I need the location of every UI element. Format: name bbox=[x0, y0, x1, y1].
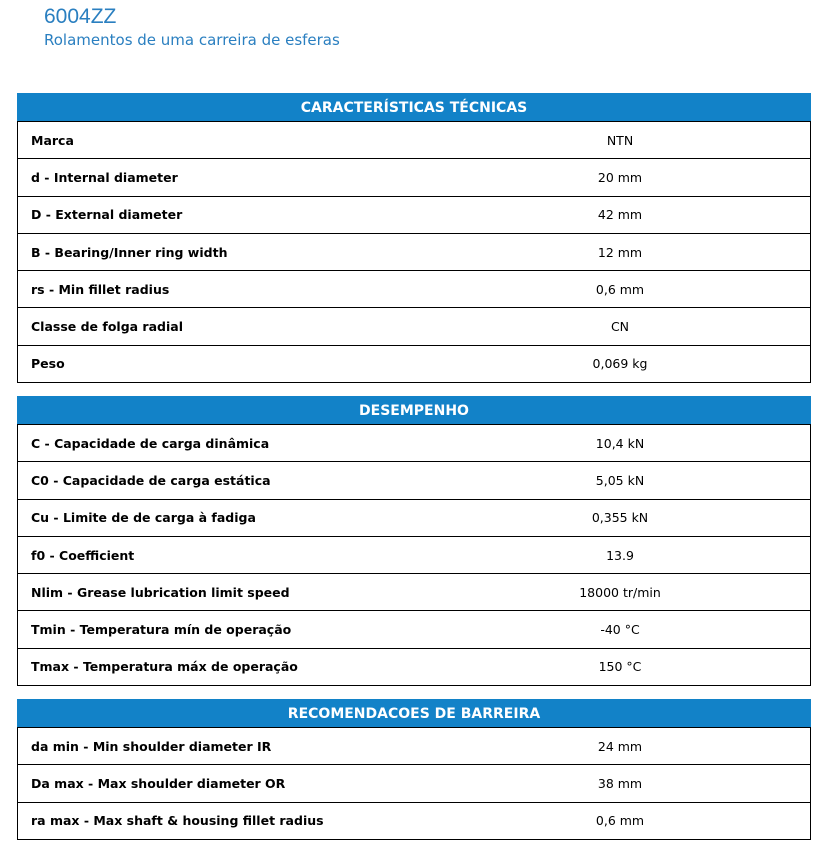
product-subtitle: Rolamentos de uma carreira de esferas bbox=[44, 31, 340, 49]
table-row bbox=[18, 610, 810, 647]
row-label: C0 - Capacidade de carga estática bbox=[31, 472, 271, 488]
product-title: 6004ZZ bbox=[44, 5, 117, 28]
section-body bbox=[17, 121, 811, 383]
row-label: Nlim - Grease lubrication limit speed bbox=[31, 584, 290, 600]
table-row bbox=[18, 307, 810, 344]
row-label: Peso bbox=[31, 356, 65, 372]
row-value: 10,4 kN bbox=[595, 435, 645, 451]
technical-characteristics-table bbox=[17, 93, 811, 383]
row-label: da min - Min shoulder diameter IR bbox=[31, 738, 272, 754]
row-value: 18000 tr/min bbox=[579, 584, 661, 600]
barrier-recommendations-table bbox=[17, 699, 811, 840]
table-row bbox=[18, 727, 810, 764]
row-label: Tmin - Temperatura mín de operação bbox=[31, 622, 292, 638]
row-label: f0 - Coefficient bbox=[31, 547, 135, 563]
row-value: 20 mm bbox=[597, 169, 643, 185]
row-value: 0,069 kg bbox=[592, 356, 648, 372]
table-row bbox=[18, 648, 810, 685]
table-row bbox=[18, 424, 810, 461]
table-row bbox=[18, 461, 810, 498]
row-label: D - External diameter bbox=[31, 207, 183, 223]
section-body bbox=[17, 424, 811, 686]
row-value: 0,355 kN bbox=[591, 510, 649, 526]
table-row bbox=[18, 158, 810, 195]
table-row bbox=[18, 345, 810, 382]
row-label: Cu - Limite de de carga à fadiga bbox=[31, 510, 256, 526]
row-value: 5,05 kN bbox=[595, 472, 645, 488]
table-row bbox=[18, 764, 810, 801]
row-label: Da max - Max shoulder diameter OR bbox=[31, 775, 286, 791]
row-value: 24 mm bbox=[597, 738, 643, 754]
row-value: NTN bbox=[606, 132, 634, 148]
row-value: 150 °C bbox=[598, 659, 642, 675]
row-label: Tmax - Temperatura máx de operação bbox=[31, 659, 298, 675]
row-label: ra max - Max shaft & housing fillet radius bbox=[31, 813, 324, 829]
row-label: B - Bearing/Inner ring width bbox=[31, 244, 228, 260]
row-value: -40 °C bbox=[600, 622, 640, 638]
table-row bbox=[18, 196, 810, 233]
row-value: 42 mm bbox=[597, 207, 643, 223]
table-row bbox=[18, 499, 810, 536]
row-value: 0,6 mm bbox=[595, 281, 645, 297]
table-row bbox=[18, 802, 810, 839]
row-value: 0,6 mm bbox=[595, 813, 645, 829]
section-body bbox=[17, 727, 811, 840]
table-row bbox=[18, 573, 810, 610]
row-label: C - Capacidade de carga dinâmica bbox=[31, 435, 270, 451]
section-heading: CARACTERÍSTICAS TÉCNICAS bbox=[17, 93, 811, 121]
table-row bbox=[18, 536, 810, 573]
row-value: 13.9 bbox=[606, 547, 634, 563]
row-label: Classe de folga radial bbox=[31, 319, 183, 335]
product-header bbox=[44, 5, 340, 49]
table-row bbox=[18, 270, 810, 307]
row-value: 38 mm bbox=[597, 775, 643, 791]
row-value: CN bbox=[610, 319, 630, 335]
row-value: 12 mm bbox=[597, 244, 643, 260]
section-heading: RECOMENDACOES DE BARREIRA bbox=[17, 699, 811, 727]
section-heading: DESEMPENHO bbox=[17, 396, 811, 424]
row-label: d - Internal diameter bbox=[31, 169, 178, 185]
row-label: rs - Min fillet radius bbox=[31, 281, 170, 297]
table-row bbox=[18, 233, 810, 270]
performance-table bbox=[17, 396, 811, 686]
row-label: Marca bbox=[31, 132, 74, 148]
table-row bbox=[18, 121, 810, 158]
